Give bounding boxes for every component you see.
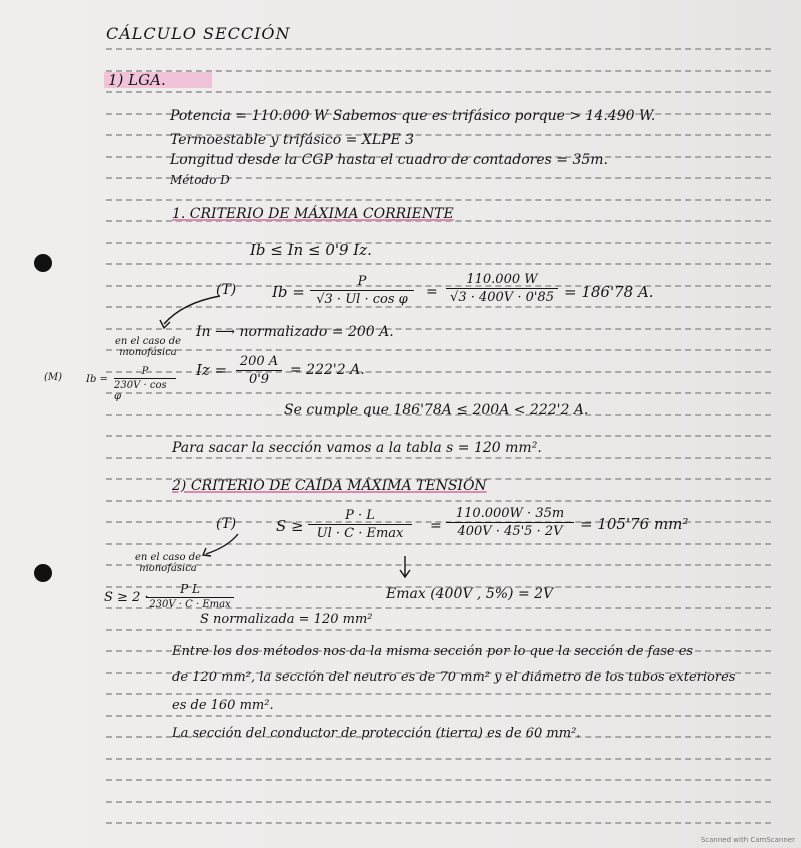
ib-label: Ib = [272,283,305,301]
conclusion-line: es de 160 mm². [172,698,274,713]
criterion-heading-current: 1. CRITERIO DE MÁXIMA CORRIENTE [172,206,454,222]
rule-line [106,285,771,287]
text-line: Potencia = 110.000 W Sabemos que es trifásico porque > 14.490 W. [170,108,656,124]
criterion-heading-voltage: 2) CRITERIO DE CAÍDA MÁXIMA TENSIÓN [172,478,487,494]
conclusion-line: La sección del conductor de protección (tierra) es de 60 mm². [172,726,581,741]
mono-s-label: S ≥ 2 · [104,590,149,605]
iz-numerator: 200 A [239,354,279,369]
rule-line [106,758,771,760]
rule-line [106,435,771,437]
rule-line [106,48,771,50]
notebook-page: CÁLCULO SECCIÓN 1) LGA. Potencia = 110.000 W Sabemos que es trifásico porque > 14.490 W. Termoestable y trifásico = XLPE 3 Longitud desde la CGP hasta el cuadro de contadores = 35m. Método D 1. CRITERIO DE MÁXIMA CORRIENTE Ib ≤ In ≤ 0'9 Iz. (T) Ib = P √3 · Ul · cos φ = 110.000 W √3 · 400V · 0'85 = 186'78 A. en el caso de monofásica (M) Ib = P 230V · cos φ In ⟶ normalizado = 200 A. Iz = 200 A 0'9 = 222'2 A. Se cumple que 186'78A ≤ 200A < 222'2 A. Para sacar la sección vamos a la tabla s = 120 mm². 2) CRITERIO DE CAÍDA MÁXIMA TENSIÓN (T) S ≥ P · L Ul · C · Emax = 110.000W · 35m 400V · 45'5 · 2V = 105'76 mm² en el caso de monofásica S ≥ 2 · P L 230V · C · Emax Emax (400V , 5%) = 2V S normalizada = 120 mm² Entre los dos métodos nos da la misma sección por lo que la sección de fase es de 120 mm², la sección del neutro es de 70 mm² y el diámetro de los tubos exteriores es de 160 mm². La sección del conductor de protección (tierra) es de 60 mm². Scanned with CamScanner [0,0,801,848]
mono-denominator: 230V · C · Emax [149,599,231,610]
mono-note: en el caso de monofásica [134,552,202,574]
three-phase-tag: (T) [216,282,237,298]
condition-formula: Ib ≤ In ≤ 0'9 Iz. [250,241,372,259]
mono-ib-fraction [114,366,176,402]
s-numerator: P · L [345,508,375,523]
section-heading-lga: 1) LGA. [104,72,212,88]
ib-denominator: √3 · Ul · cos φ [316,292,408,307]
mono-numerator: P L [180,582,200,596]
page-title: CÁLCULO SECCIÓN [106,24,291,43]
s-fraction-values [446,506,574,539]
s-label: S ≥ [276,517,304,535]
s-result: = 105'76 mm² [580,515,689,533]
s-denominator: Ul · C · Emax [316,526,404,541]
s-normalized: S normalizada = 120 mm² [200,612,373,627]
rule-line [106,500,771,502]
iz-label: Iz = [196,361,228,379]
scanner-stamp: Scanned with CamScanner [700,836,795,844]
binder-hole [34,254,52,272]
binder-hole [34,564,52,582]
iz-denominator: 0'9 [248,372,270,387]
s-denominator-value: 400V · 45'5 · 2V [457,524,563,539]
iz-result: = 222'2 A. [290,362,365,378]
text-line: Longitud desde la CGP hasta el cuadro de contadores = 35m. [170,152,609,168]
mono-tag: (M) [44,372,63,383]
ib-fraction-values [446,272,558,305]
rule-line [106,801,771,803]
rule-line [106,199,771,201]
rule-line [106,822,771,824]
mono-s-fraction [146,582,234,610]
mono-denominator: 230V · cos φ [114,380,167,402]
text-line: Método D [170,173,230,187]
s-numerator-value: 110.000W · 35m [455,506,565,521]
conclusion-line: de 120 mm², la sección del neutro es de 70 mm² y el diámetro de los tubos exteriores [172,670,736,685]
rule-line [106,715,771,717]
ib-denominator-value: √3 · 400V · 0'85 [450,290,554,305]
rule-line [106,629,771,631]
rule-line [106,392,771,394]
ib-result: = 186'78 A. [564,283,654,301]
mono-ib-label: Ib = [86,374,108,385]
rule-line [106,242,771,244]
ib-numerator-value: 110.000 W [466,272,538,287]
rule-line [106,349,771,351]
down-arrow-icon [398,554,412,580]
three-phase-tag: (T) [216,516,237,532]
ib-fraction [310,274,414,307]
mono-numerator: P [141,366,149,377]
rule-line [106,91,771,93]
rule-line [106,693,771,695]
emax-line: Emax (400V , 5%) = 2V [386,586,554,602]
rule-line [106,457,771,459]
table-line: Para sacar la sección vamos a la tabla s = 120 mm². [172,440,542,456]
ib-numerator: P [357,274,367,289]
mono-note: en el caso de monofásica [114,336,182,358]
text-line: Termoestable y trifásico = XLPE 3 [170,132,415,148]
conclusion-line: Entre los dos métodos nos da la misma sección por lo que la sección de fase es [172,644,694,659]
in-normalized: In ⟶ normalizado = 200 A. [196,324,394,340]
s-fraction [308,508,412,541]
rule-line [106,263,771,265]
check-line: Se cumple que 186'78A ≤ 200A < 222'2 A. [284,402,589,418]
iz-fraction [236,354,282,387]
rule-line [106,779,771,781]
